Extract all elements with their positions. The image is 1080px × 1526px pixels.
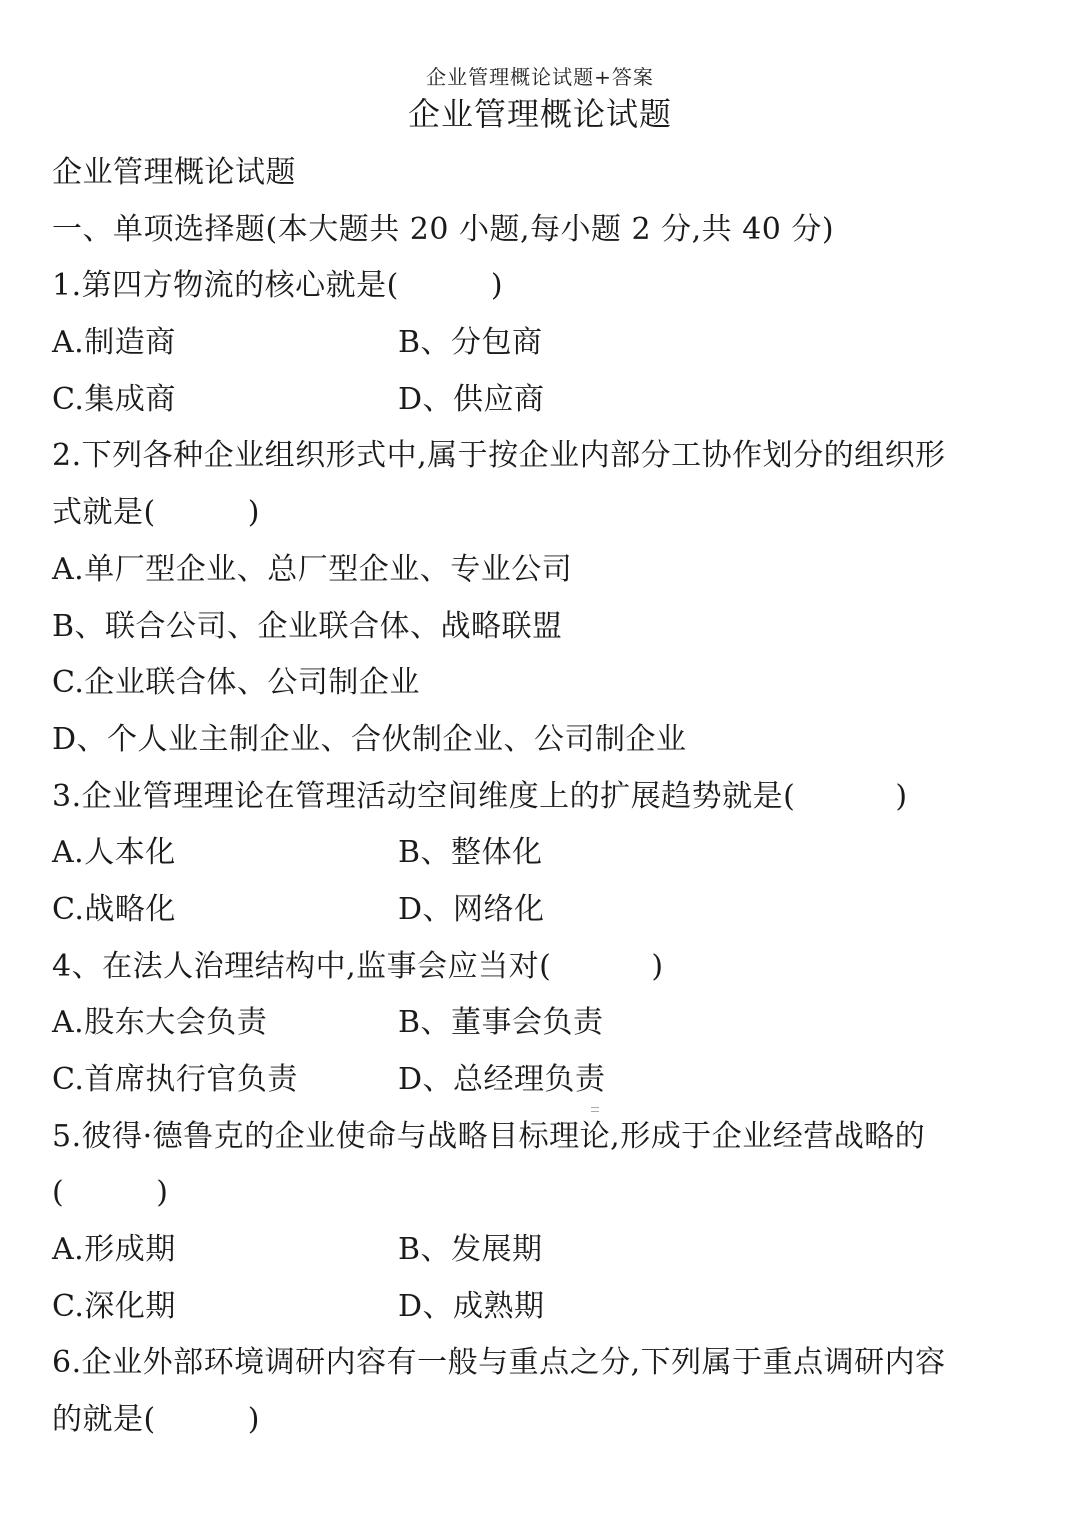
question-4-stem: 4、在法人治理结构中,监事会应当对( ): [52, 948, 664, 984]
option-d: D、个人业主制企业、合伙制企业、公司制企业: [52, 721, 687, 757]
scan-artifact-mark: [591, 1107, 599, 1112]
section-subtitle: 企业管理概论试题: [52, 155, 296, 190]
option-c: C.深化期: [52, 1288, 176, 1324]
question-2-stem-line-1: 2.下列各种企业组织形式中,属于按企业内部分工协作划分的组织形: [52, 438, 946, 474]
option-a: A.股东大会负责: [52, 1005, 268, 1041]
option-c: C.集成商: [52, 381, 176, 417]
section-heading: 一、单项选择题(本大题共 20 小题,每小题 2 分,共 40 分): [52, 211, 835, 247]
option-c: C.首席执行官负责: [52, 1062, 298, 1097]
question-1-options-row-1: [52, 315, 1032, 372]
question-6-stem-line-2: 的就是( ): [52, 1402, 260, 1438]
question-5-stem-line-1: 5.彼得·德鲁克的企业使命与战略目标理论,形成于企业经营战略的: [52, 1118, 926, 1154]
question-1-stem: 1.第四方物流的核心就是( ): [52, 268, 504, 304]
question-4-options-row-1: [52, 995, 1032, 1052]
option-a: A.人本化: [52, 835, 176, 871]
question-3-options-row-2: [52, 882, 1032, 939]
question-3-stem: 3.企业管理理论在管理活动空间维度上的扩展趋势就是( ): [52, 778, 908, 814]
document-title: 企业管理概论试题: [407, 95, 672, 133]
option-d: D、总经理负责: [398, 1062, 606, 1097]
option-d: D、成熟期: [398, 1288, 545, 1324]
option-c: C.战略化: [52, 891, 176, 927]
option-d: D、供应商: [398, 381, 545, 417]
document-body: [52, 145, 1032, 1449]
question-6-stem-line-1: 6.企业外部环境调研内容有一般与重点之分,下列属于重点调研内容: [52, 1345, 946, 1381]
option-c: C.企业联合体、公司制企业: [52, 665, 420, 701]
option-d: D、网络化: [398, 891, 545, 927]
question-1-options-row-2: [52, 372, 1032, 429]
option-b: B、分包商: [398, 325, 543, 361]
option-b: B、董事会负责: [398, 1005, 604, 1041]
option-b: B、联合公司、企业联合体、战略联盟: [52, 608, 563, 644]
question-3-options-row-1: [52, 825, 1032, 882]
option-a: A.单厂型企业、总厂型企业、专业公司: [52, 551, 573, 587]
question-5-options-row-1: [52, 1222, 1032, 1279]
question-5-options-row-2: [52, 1279, 1032, 1336]
question-2-stem-line-2: 式就是( ): [52, 495, 260, 531]
question-5-stem-line-2: ( ): [52, 1175, 169, 1211]
running-header: 企业管理概论试题+答案: [426, 65, 654, 89]
option-a: A.制造商: [52, 325, 176, 361]
option-a: A.形成期: [52, 1232, 176, 1268]
question-4-options-row-2: [52, 1052, 1032, 1109]
option-b: B、发展期: [398, 1232, 543, 1268]
option-b: B、整体化: [398, 835, 543, 871]
